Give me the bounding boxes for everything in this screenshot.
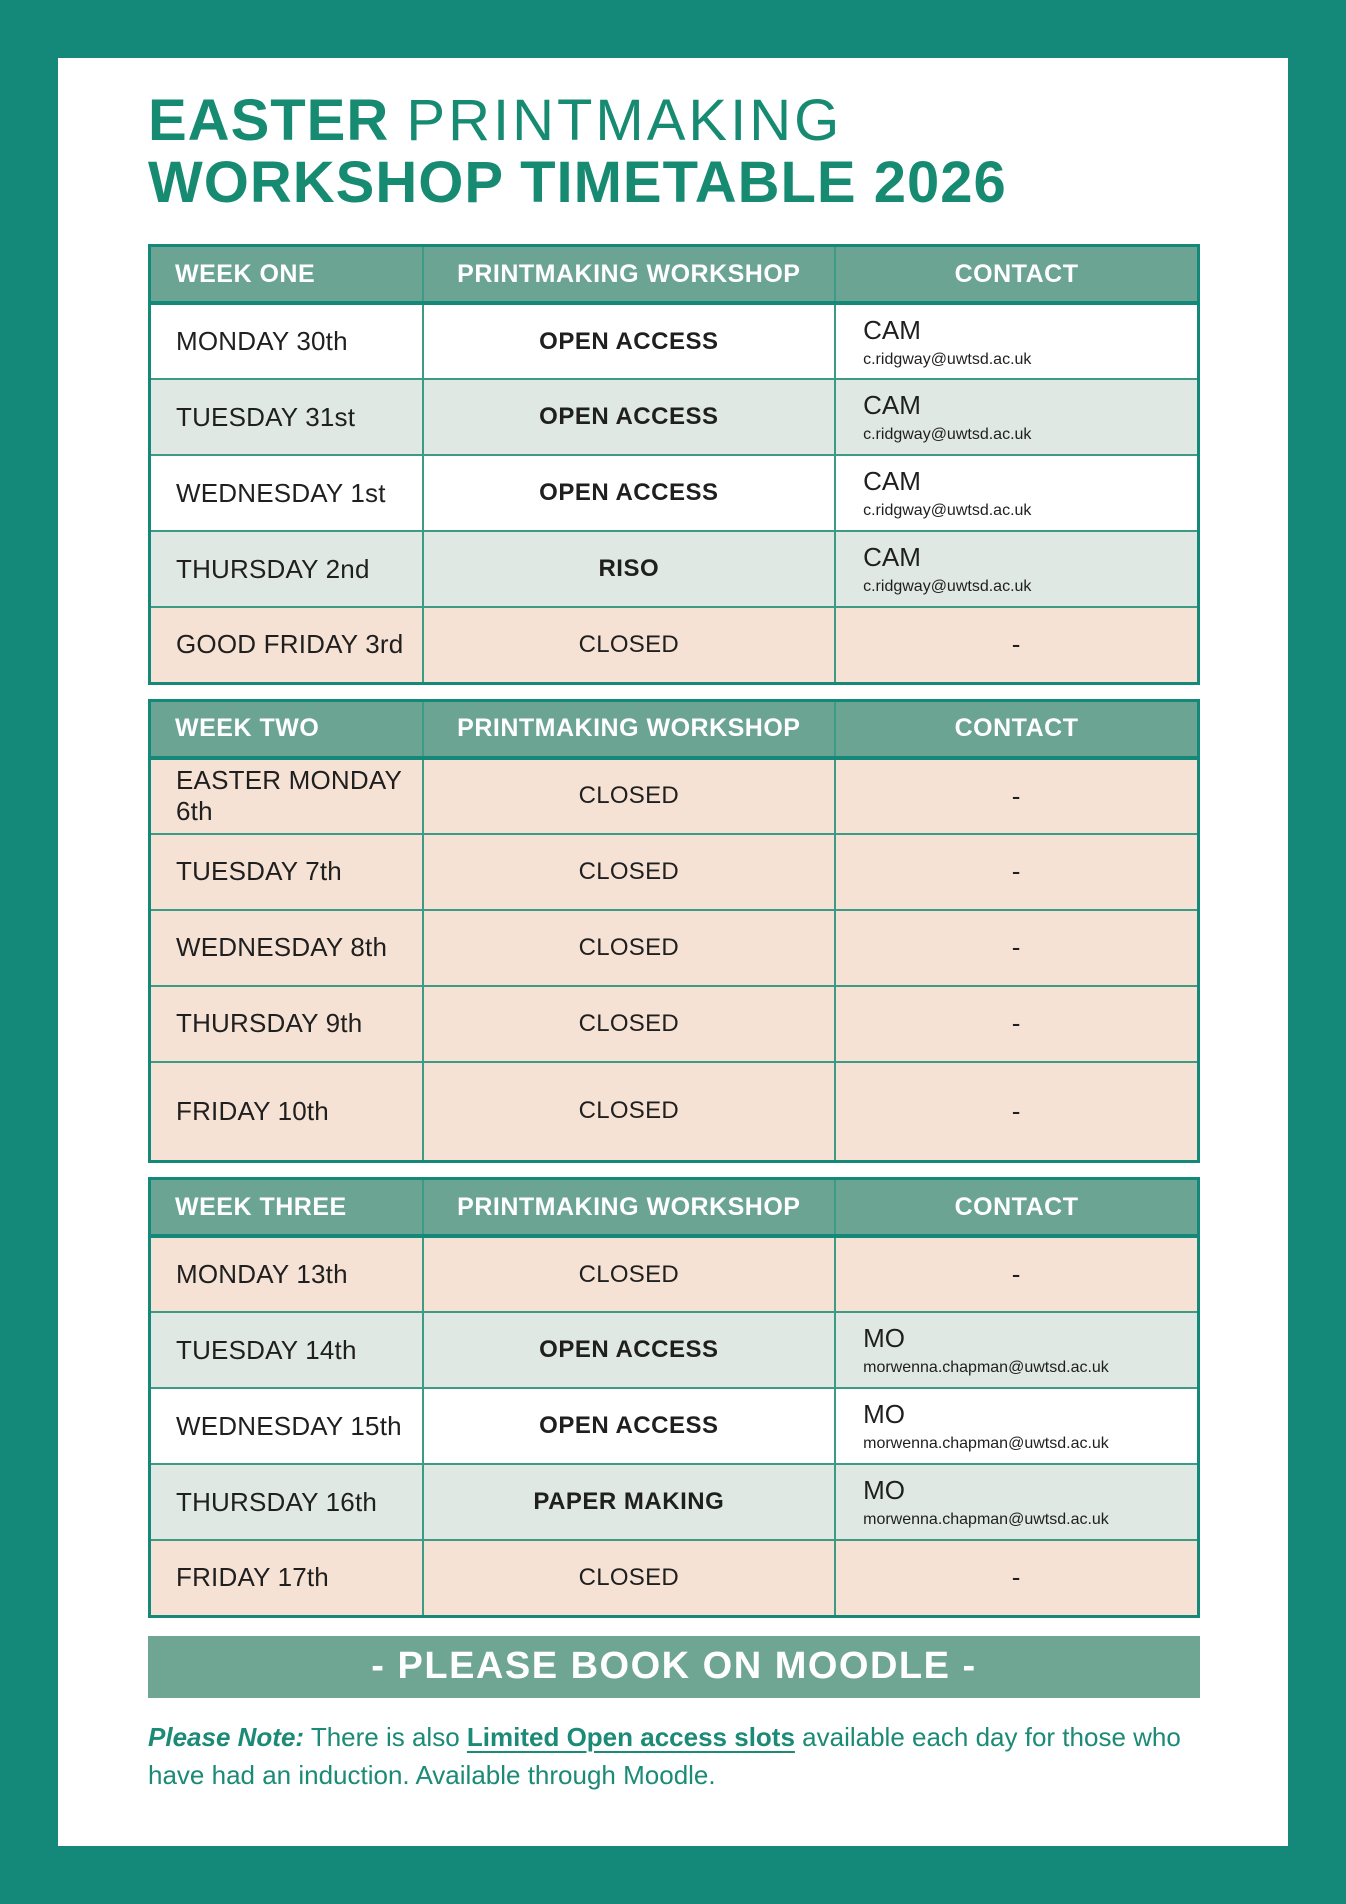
workshop-cell: OPEN ACCESS [423,1388,836,1464]
day-cell: WEDNESDAY 15th [150,1388,423,1464]
contact-email: morwenna.chapman@uwtsd.ac.uk [863,1435,1109,1452]
footer-note [148,1718,1200,1794]
contact-cell: - [835,986,1198,1062]
contact-email: c.ridgway@uwtsd.ac.uk [863,578,1032,595]
header-row [150,246,1199,304]
column-header-1: WEEK ONE [150,246,423,304]
contact-name: MO [863,1475,905,1505]
moodle-banner: - PLEASE BOOK ON MOODLE - [148,1636,1200,1698]
workshop-cell: OPEN ACCESS [423,455,836,531]
day-cell: TUESDAY 31st [150,379,423,455]
note-body-1: There is also [304,1721,467,1752]
contact-cell [835,1464,1198,1540]
page-title [148,90,1200,214]
contact-email: c.ridgway@uwtsd.ac.uk [863,502,1032,519]
workshop-cell: CLOSED [423,1540,836,1616]
table-row [150,986,1199,1062]
day-cell: THURSDAY 16th [150,1464,423,1540]
contact-cell [835,455,1198,531]
column-header-2: PRINTMAKING WORKSHOP [423,246,836,304]
contact-cell [835,531,1198,607]
title-line-1 [148,90,1200,152]
workshop-cell: CLOSED [423,607,836,683]
workshop-cell: PAPER MAKING [423,1464,836,1540]
contact-email: c.ridgway@uwtsd.ac.uk [863,426,1032,443]
day-cell: TUESDAY 14th [150,1312,423,1388]
week-one-table [148,244,1200,685]
contact-cell: - [835,1540,1198,1616]
contact-name: CAM [863,466,921,496]
table-row [150,834,1199,910]
table-row [150,758,1199,834]
workshop-cell: RISO [423,531,836,607]
table-row [150,1388,1199,1464]
note-limited-open-access-link: Limited Open access slots [466,1721,795,1752]
table-row [150,910,1199,986]
table-row [150,455,1199,531]
workshop-cell: CLOSED [423,834,836,910]
contact-cell [835,1388,1198,1464]
week-three-table [148,1177,1200,1618]
table-row [150,1062,1199,1162]
header-row [150,700,1199,758]
workshop-cell: CLOSED [423,758,836,834]
table-row [150,1540,1199,1616]
table-row [150,607,1199,683]
note-body-2: available each day for those who have had an induction. Available through Moodle. [148,1721,1181,1790]
table-row [150,303,1199,379]
column-header-2: PRINTMAKING WORKSHOP [423,1179,836,1237]
title-easter: EASTER [148,88,390,153]
note-prefix: Please Note: [148,1721,305,1752]
workshop-cell: CLOSED [423,1062,836,1162]
table-row [150,1312,1199,1388]
workshop-cell: OPEN ACCESS [423,1312,836,1388]
contact-name: CAM [863,314,921,345]
workshop-cell: CLOSED [423,910,836,986]
contact-email: morwenna.chapman@uwtsd.ac.uk [863,1359,1109,1376]
workshop-cell: CLOSED [423,986,836,1062]
contact-name: CAM [863,542,921,572]
table-row [150,1236,1199,1312]
contact-cell [835,303,1198,379]
column-header-1: WEEK TWO [150,700,423,758]
column-header-2: PRINTMAKING WORKSHOP [423,700,836,758]
header-row [150,1179,1199,1237]
workshop-cell: CLOSED [423,1236,836,1312]
workshop-cell: OPEN ACCESS [423,379,836,455]
title-printmaking: PRINTMAKING [406,88,843,153]
table-row [150,1464,1199,1540]
week-two-table [148,699,1200,1164]
day-cell: THURSDAY 9th [150,986,423,1062]
column-header-3: CONTACT [835,246,1198,304]
day-cell: WEDNESDAY 1st [150,455,423,531]
contact-name: MO [863,1399,905,1429]
day-cell: FRIDAY 17th [150,1540,423,1616]
day-cell: EASTER MONDAY 6th [150,758,423,834]
contact-cell: - [835,758,1198,834]
column-header-3: CONTACT [835,700,1198,758]
contact-cell: - [835,607,1198,683]
contact-email: morwenna.chapman@uwtsd.ac.uk [863,1511,1109,1528]
title-line-2: WORKSHOP TIMETABLE 2026 [148,150,1007,215]
workshop-cell: OPEN ACCESS [423,303,836,379]
table-row [150,379,1199,455]
contact-cell [835,1312,1198,1388]
poster-sheet [58,58,1288,1846]
contact-cell: - [835,834,1198,910]
day-cell: WEDNESDAY 8th [150,910,423,986]
contact-cell: - [835,910,1198,986]
day-cell: MONDAY 13th [150,1236,423,1312]
day-cell: MONDAY 30th [150,303,423,379]
timetable-tables [148,244,1200,1618]
day-cell: FRIDAY 10th [150,1062,423,1162]
contact-name: CAM [863,390,921,420]
column-header-3: CONTACT [835,1179,1198,1237]
column-header-1: WEEK THREE [150,1179,423,1237]
day-cell: GOOD FRIDAY 3rd [150,607,423,683]
day-cell: THURSDAY 2nd [150,531,423,607]
contact-email: c.ridgway@uwtsd.ac.uk [863,350,1032,368]
contact-cell [835,379,1198,455]
table-row [150,531,1199,607]
contact-cell: - [835,1236,1198,1312]
contact-cell: - [835,1062,1198,1162]
contact-name: MO [863,1323,905,1353]
day-cell: TUESDAY 7th [150,834,423,910]
